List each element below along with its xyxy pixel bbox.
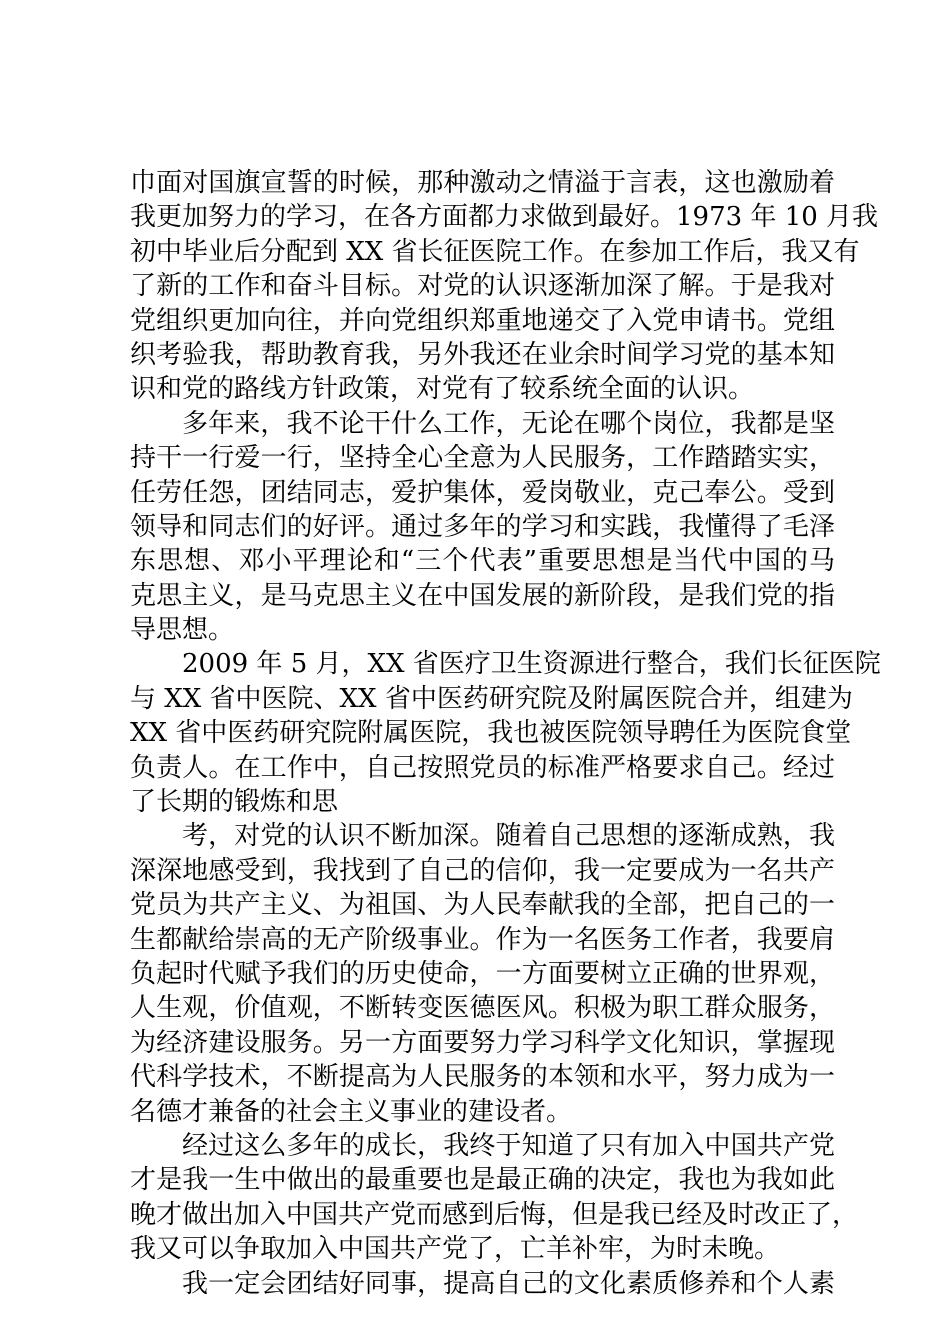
- text-line: 才是我一生中做出的最重要也是最正确的决定，我也为我如此: [130, 1165, 835, 1196]
- text-line: 代科学技术，不断提高为人民服务的本领和水平，努力成为一: [130, 1062, 835, 1093]
- text-line: 负责人。在工作中，自己按照党员的标准严格要求自己。经过: [130, 752, 835, 783]
- text-line: 生都献给崇高的无产阶级事业。作为一名医务工作者，我要肩: [130, 924, 835, 955]
- text-line: 我又可以争取加入中国共产党了，亡羊补牢，为时未晚。: [130, 1234, 781, 1265]
- text-line: 领导和同志们的好评。通过多年的学习和实践，我懂得了毛泽: [130, 511, 835, 542]
- text-line: 负起时代赋予我们的历史使命，一方面要树立正确的世界观，: [130, 958, 835, 989]
- text-line: 任劳任怨，团结同志，爱护集体，爱岗敬业，克己奉公。受到: [130, 477, 835, 508]
- text-line: 导思想。: [130, 615, 235, 646]
- text-line: 东思想、邓小平理论和“三个代表”重要思想是当代中国的马: [130, 546, 835, 577]
- text-line: 名德才兼备的社会主义事业的建设者。: [130, 1096, 573, 1127]
- text-line: 深深地感受到，我找到了自己的信仰，我一定要成为一名共产: [130, 855, 835, 886]
- text-line: XX 省中医药研究院附属医院，我也被医院领导聘任为医院食堂: [130, 718, 852, 749]
- text-line: 初中毕业后分配到 XX 省长征医院工作。在参加工作后，我又有: [130, 236, 860, 267]
- text-line: 晚才做出加入中国共产党而感到后悔，但是我已经及时改正了，: [130, 1199, 859, 1230]
- text-line: 与 XX 省中医院、XX 省中医药研究院及附属医院合并，组建为: [130, 683, 853, 714]
- document-body: [130, 166, 881, 1301]
- text-line: 经过这么多年的成长，我终于知道了只有加入中国共产党: [182, 1130, 835, 1161]
- text-line: 党组织更加向往，并向党组织郑重地递交了入党申请书。党组: [130, 305, 835, 336]
- text-line: 人生观，价值观，不断转变医德医风。积极为职工群众服务，: [130, 993, 835, 1024]
- text-line: 了新的工作和奋斗目标。对党的认识逐渐加深了解。于是我对: [130, 271, 835, 302]
- text-line: 党员为共产主义、为祖国、为人民奉献我的全部，把自己的一: [130, 890, 835, 921]
- text-line: 织考验我，帮助教育我，另外我还在业余时间学习党的基本知: [130, 339, 835, 370]
- text-line: 持干一行爱一行，坚持全心全意为人民服务，工作踏踏实实，: [130, 443, 835, 474]
- text-line: 我更加努力的学习，在各方面都力求做到最好。1973 年 10 月我: [130, 202, 879, 233]
- text-line: 为经济建设服务。另一方面要努力学习科学文化知识，掌握现: [130, 1027, 835, 1058]
- text-line: 2009 年 5 月，XX 省医疗卫生资源进行整合，我们长征医院: [182, 649, 881, 680]
- text-line: 多年来，我不论干什么工作，无论在哪个岗位，我都是坚: [182, 408, 835, 439]
- text-line: 识和党的路线方针政策，对党有了较系统全面的认识。: [130, 374, 755, 405]
- text-line: 巾面对国旗宣誓的时候，那种激动之情溢于言表，这也激励着: [130, 168, 835, 198]
- text-line: 考，对党的认识不断加深。随着自己思想的逐渐成熟，我: [182, 821, 835, 852]
- text-line: 了长期的锻炼和思: [130, 787, 339, 818]
- text-line: 克思主义，是马克思主义在中国发展的新阶段，是我们党的指: [130, 580, 835, 611]
- text-line: 我一定会团结好同事，提高自己的文化素质修养和个人素: [182, 1268, 835, 1299]
